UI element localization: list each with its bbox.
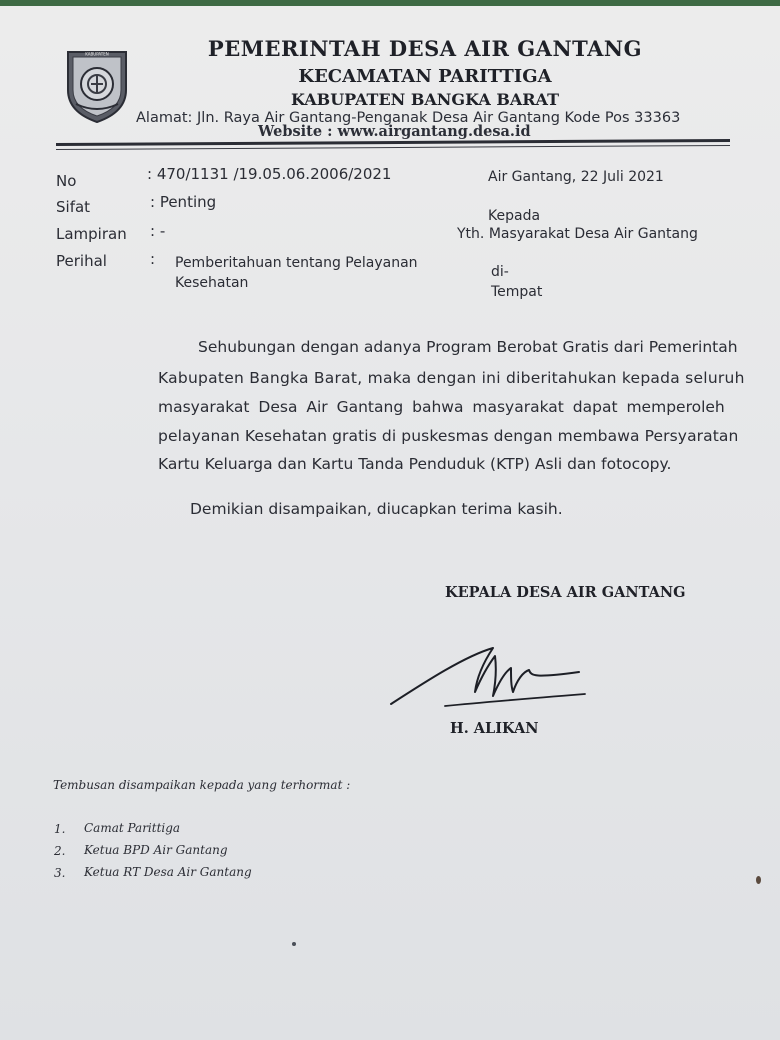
cc-item-number: 2. — [54, 844, 66, 858]
signatory-title: KEPALA DESA AIR GANTANG — [445, 584, 686, 601]
cc-item-text: Ketua RT Desa Air Gantang — [84, 865, 252, 879]
lampiran-label: Lampiran — [56, 225, 127, 243]
svg-text:KABUPATEN: KABUPATEN — [85, 51, 109, 57]
closing-sentence: Demikian disampaikan, diucapkan terima kasih. — [190, 500, 563, 518]
cc-item-number: 3. — [54, 866, 66, 880]
cc-item-number: 1. — [54, 822, 66, 836]
cc-heading: Tembusan disampaikan kepada yang terhormat : — [53, 778, 351, 792]
di-label: di- — [491, 264, 509, 280]
perihal-label: Perihal — [56, 252, 107, 270]
paper-speck — [292, 942, 296, 946]
letter-page — [0, 6, 780, 1040]
no-value: : 470/1131 /19.05.06.2006/2021 — [147, 165, 392, 183]
kepada-label: Kepada — [488, 208, 541, 224]
perihal-line-2: Kesehatan — [175, 275, 249, 291]
cc-item-text: Ketua BPD Air Gantang — [84, 843, 228, 857]
signatory-name: H. ALIKAN — [450, 720, 539, 737]
body-line-1: Sehubungan dengan adanya Program Berobat Gratis dari Pemerintah — [198, 338, 738, 356]
body-line-3: masyarakat Desa Air Gantang bahwa masyarakat dapat memperoleh — [158, 398, 725, 416]
perihal-line-1: Pemberitahuan tentang Pelayanan — [175, 255, 418, 271]
sifat-value: : Penting — [150, 193, 217, 211]
handwritten-signature — [385, 642, 595, 714]
header-website: Website : www.airgantang.desa.id — [258, 123, 531, 140]
tempat-label: Tempat — [491, 284, 543, 300]
header-district-title: KECAMATAN PARITTIGA — [298, 66, 552, 87]
recipient-name: Yth. Masyarakat Desa Air Gantang — [457, 226, 698, 242]
header-government-title: PEMERINTAH DESA AIR GANTANG — [207, 36, 643, 61]
header-divider-thin — [56, 145, 730, 150]
body-line-2: Kabupaten Bangka Barat, maka dengan ini diberitahukan kepada seluruh — [158, 369, 745, 387]
header-regency-title: KABUPATEN BANGKA BARAT — [291, 90, 559, 109]
lampiran-value: : - — [150, 222, 166, 240]
sifat-label: Sifat — [56, 198, 91, 216]
perihal-colon: : — [150, 250, 156, 268]
body-line-5: Kartu Keluarga dan Kartu Tanda Penduduk (KTP) Asli dan fotocopy. — [158, 455, 672, 473]
no-label: No — [56, 172, 77, 190]
body-line-4: pelayanan Kesehatan gratis di puskesmas dengan membawa Persyaratan — [158, 427, 739, 445]
letter-date: Air Gantang, 22 Juli 2021 — [488, 169, 664, 185]
paper-speck — [756, 876, 761, 884]
regency-emblem-logo — [64, 46, 130, 124]
header-address: Alamat: Jln. Raya Air Gantang-Penganak Desa Air Gantang Kode Pos 33363 — [136, 110, 681, 126]
cc-item-text: Camat Parittiga — [84, 821, 181, 835]
